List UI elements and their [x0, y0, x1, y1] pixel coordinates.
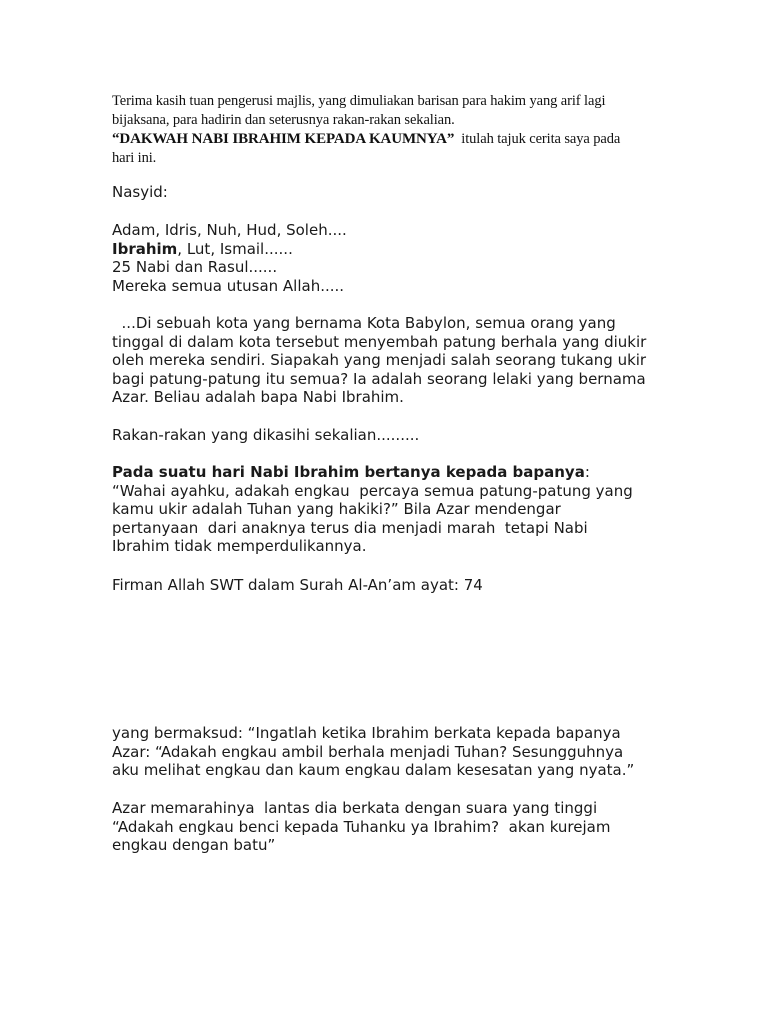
nasyid-line-2 [112, 240, 672, 259]
story-paragraph-1 [112, 314, 672, 407]
intro-line-4: hari ini. [112, 150, 157, 166]
story-title-suffix: itulah tajuk cerita saya pada [454, 131, 621, 147]
meaning-p1-line-1: yang bermaksud: “Ingatlah ketika Ibrahim berkata kepada bapanya [112, 724, 621, 742]
story-p2-text: Rakan-rakan yang dikasihi sekalian......... [112, 426, 420, 444]
story-p1-line-4: bagi patung-patung itu semua? Ia adalah seorang lelaki yang bernama [112, 369, 646, 388]
nasyid-line-1: Adam, Idris, Nuh, Hud, Soleh.... [112, 221, 347, 239]
meaning-paragraph-1 [112, 724, 672, 780]
nasyid-section [112, 183, 672, 202]
story-paragraph-3 [112, 463, 672, 556]
story-p3-heading [112, 463, 672, 482]
story-p3-line-4: Ibrahim tidak memperdulikannya. [112, 537, 367, 555]
meaning-p2-line-2: “Adakah engkau benci kepada Tuhanku ya Ibrahim? akan kurejam [112, 817, 611, 836]
story-paragraph-2 [112, 426, 672, 445]
nasyid-lyrics [112, 221, 672, 295]
story-paragraph-4 [112, 576, 672, 595]
meaning-p1-line-2: Azar: “Adakah engkau ambil berhala menjadi Tuhan? Sesungguhnya [112, 742, 624, 761]
story-p1-line-1: ...Di sebuah kota yang bernama Kota Babylon, semua orang yang [112, 314, 616, 332]
intro-title-line [112, 130, 672, 149]
intro-paragraph [112, 92, 672, 168]
nasyid-line-3: 25 Nabi dan Rasul...... [112, 258, 278, 276]
meaning-p2-line-3: engkau dengan batu” [112, 836, 276, 854]
story-p3-line-1: “Wahai ayahku, adakah engkau percaya semua patung-patung yang [112, 481, 633, 500]
quran-reference: Firman Allah SWT dalam Surah Al-An’am ayat: 74 [112, 576, 483, 594]
meaning-p1-line-3: aku melihat engkau dan kaum engkau dalam kesesatan yang nyata.” [112, 761, 635, 779]
intro-line-1: Terima kasih tuan pengerusi majlis, yang dimuliakan barisan para hakim yang arif lagi [112, 93, 606, 109]
intro-line-2: bijaksana, para hadirin dan seterusnya rakan-rakan sekalian. [112, 112, 455, 128]
nasyid-ibrahim-bold: Ibrahim [112, 239, 178, 258]
story-p3-line-3: pertanyaan dari anaknya terus dia menjadi marah tetapi Nabi [112, 518, 588, 537]
story-p3-heading-bold: Pada suatu hari Nabi Ibrahim bertanya kepada bapanya [112, 463, 585, 481]
meaning-paragraph-2 [112, 799, 672, 855]
nasyid-line-4: Mereka semua utusan Allah..... [112, 276, 345, 295]
story-p3-colon: : [584, 463, 590, 481]
story-p3-line-2: kamu ukir adalah Tuhan yang hakiki?” Bila Azar mendengar [112, 500, 561, 518]
nasyid-heading: Nasyid: [112, 183, 168, 201]
nasyid-line-2-rest: , Lut, Ismail...... [177, 239, 293, 258]
meaning-p2-line-1: Azar memarahinya lantas dia berkata dengan suara yang tinggi [112, 799, 598, 817]
story-title: “DAKWAH NABI IBRAHIM KEPADA KAUMNYA” [112, 131, 455, 147]
story-p1-line-5: Azar. Beliau adalah bapa Nabi Ibrahim. [112, 388, 404, 406]
story-p1-line-2: tinggal di dalam kota tersebut menyembah patung berhala yang diukir [112, 332, 647, 351]
story-p1-line-3: oleh mereka sendiri. Siapakah yang menjadi salah seorang tukang ukir [112, 351, 647, 369]
